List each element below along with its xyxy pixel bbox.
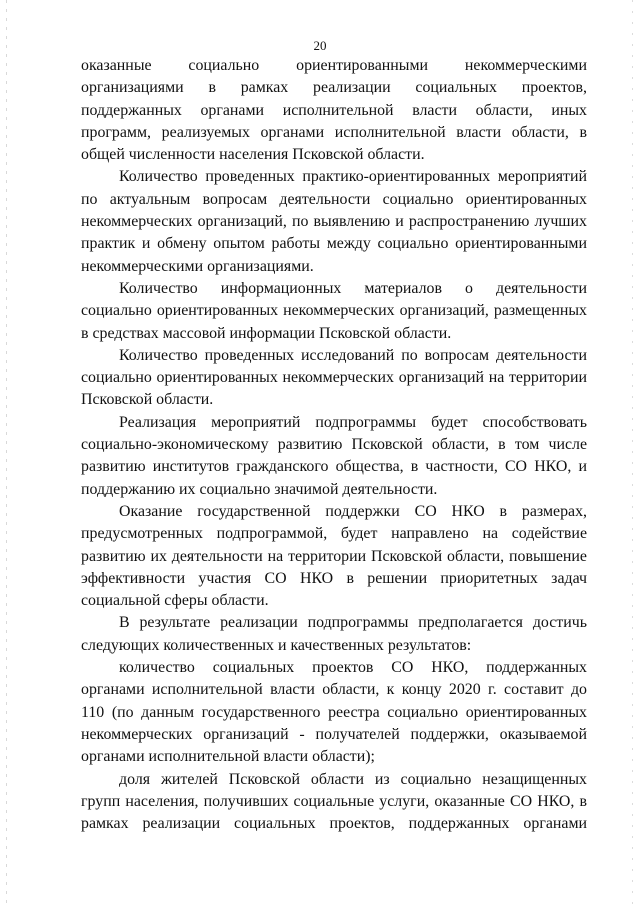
paragraph xyxy=(81,657,587,768)
paragraph xyxy=(81,278,587,345)
text-line: органами исполнительной власти области); xyxy=(81,748,375,766)
text-line: в средствах массовой информации Псковской области. xyxy=(81,324,452,342)
text-line: Количество проведенных исследований по вопросам деятельности xyxy=(119,346,587,364)
scan-edge-right xyxy=(632,0,633,905)
text-line: предусмотренных подпрограммой, будет направлено на содействие xyxy=(81,525,587,543)
text-line: по актуальным вопросам деятельности социально ориентированных xyxy=(81,190,587,208)
text-line: некоммерческими организациями. xyxy=(81,257,314,275)
text-line: практик и обмену опытом работы между социально ориентированными xyxy=(81,235,587,253)
paragraph xyxy=(81,501,587,612)
text-line: некоммерческих организаций, по выявлению и распространению лучших xyxy=(81,213,587,231)
text-line: Реализация мероприятий подпрограммы будет способствовать xyxy=(119,413,587,431)
text-line: количество социальных проектов СО НКО, поддержанных xyxy=(119,659,587,677)
text-line: социально ориентированных некоммерческих организаций на территории xyxy=(81,369,587,387)
scan-edge-left xyxy=(6,0,7,905)
text-line: социально ориентированных некоммерческих организаций, размещенных xyxy=(81,302,587,320)
text-line: эффективности участия СО НКО в решении приоритетных задач xyxy=(81,569,587,587)
page-number: 20 xyxy=(313,38,327,53)
paragraph xyxy=(81,769,587,836)
document-body xyxy=(81,55,587,835)
text-line: развитию институтов гражданского общества, в частности, СО НКО, и xyxy=(81,458,587,476)
text-line: общей численности населения Псковской области. xyxy=(81,146,425,164)
text-line: организациями в рамках реализации социальных проектов, xyxy=(81,79,587,97)
paragraph xyxy=(81,166,587,277)
text-line: доля жителей Псковской области из социально незащищенных xyxy=(119,770,587,788)
text-line: 110 (по данным государственного реестра социально ориентированных xyxy=(81,703,587,721)
text-line: поддержанных органами исполнительной власти области, иных xyxy=(81,101,587,119)
text-line: групп населения, получивших социальные услуги, оказанные СО НКО, в xyxy=(81,792,587,810)
paragraph xyxy=(81,55,587,166)
text-line: некоммерческих организаций - получателей поддержки, оказываемой xyxy=(81,725,587,743)
text-line: рамках реализации социальных проектов, поддержанных органами xyxy=(81,815,587,833)
text-line: Количество проведенных практико-ориентированных мероприятий xyxy=(119,168,587,186)
text-line: развитию их деятельности на территории Псковской области, повышение xyxy=(81,547,587,565)
text-line: следующих количественных и качественных результатов: xyxy=(81,636,472,654)
text-line: социальной сферы области. xyxy=(81,592,269,610)
text-line: В результате реализации подпрограммы предполагается достичь xyxy=(119,614,587,632)
paragraph xyxy=(81,612,587,657)
text-line: поддержанию их социально значимой деятельности. xyxy=(81,480,438,498)
text-line: Псковской области. xyxy=(81,391,214,409)
paragraph xyxy=(81,412,587,501)
paragraph xyxy=(81,345,587,412)
text-line: органами исполнительной власти области, к концу 2020 г. составит до xyxy=(81,681,587,699)
text-line: социально-экономическому развитию Псковской области, в том числе xyxy=(81,436,587,454)
text-line: оказанные социально ориентированными некоммерческими xyxy=(81,57,587,74)
text-line: Оказание государственной поддержки СО НКО в размерах, xyxy=(119,502,587,520)
text-line: Количество информационных материалов о деятельности xyxy=(119,279,587,297)
text-line: программ, реализуемых органами исполнительной власти области, в xyxy=(81,123,587,141)
